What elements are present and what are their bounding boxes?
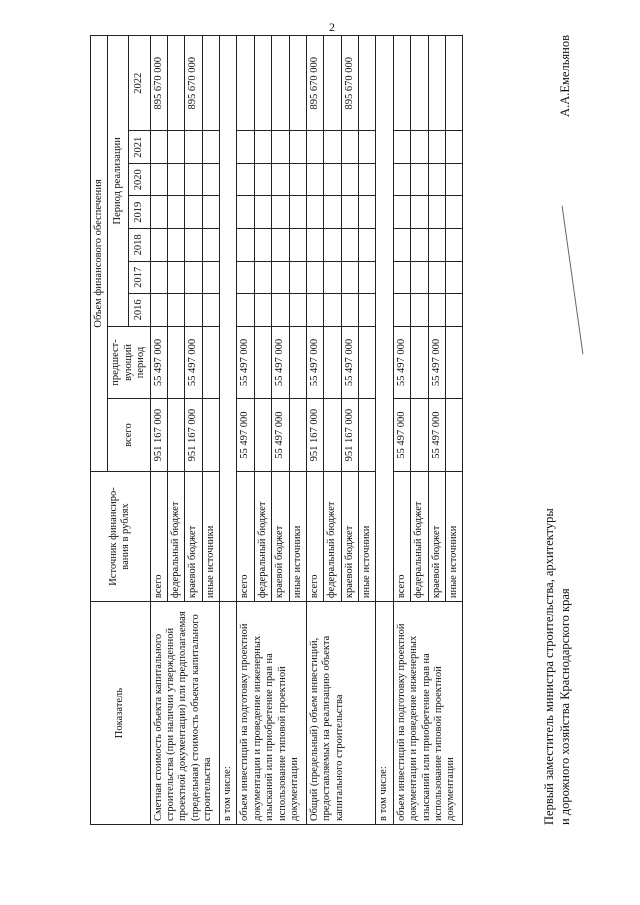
year-cell (359, 163, 376, 196)
subheading-cell: в том числе: (376, 602, 393, 825)
year-cell (411, 196, 428, 229)
year-cell (411, 261, 428, 294)
source-cell: всего (237, 471, 254, 601)
year-cell (202, 229, 219, 262)
year-cell (341, 229, 358, 262)
year-cell (428, 131, 445, 164)
source-cell: краевой бюджет (272, 471, 289, 601)
year-cell (237, 163, 254, 196)
previous-period-cell (445, 326, 462, 399)
year-cell (428, 229, 445, 262)
year-cell (324, 131, 341, 164)
year-cell (428, 294, 445, 327)
total-cell (411, 399, 428, 472)
table-row (306, 36, 323, 825)
year-cell (341, 261, 358, 294)
previous-period-cell (254, 326, 271, 399)
indicator-cell: объем инвестиций на подготовку проектной документации и проведение инженерных изысканий или приобретение прав на использование типовой проектной документации (237, 602, 307, 825)
header-year: 2022 (129, 36, 150, 131)
previous-period-cell: 55 497 000 (428, 326, 445, 399)
table-row (393, 36, 410, 825)
year-cell (359, 131, 376, 164)
subheading-cell: в том числе: (220, 602, 237, 825)
source-cell: краевой бюджет (185, 471, 202, 601)
year-cell (167, 131, 184, 164)
year-2022-cell (167, 36, 184, 131)
year-cell (306, 131, 323, 164)
total-cell: 951 167 000 (150, 399, 167, 472)
year-cell (411, 131, 428, 164)
source-cell: иные источники (359, 471, 376, 601)
year-cell (341, 196, 358, 229)
year-cell (272, 131, 289, 164)
previous-period-cell: 55 497 000 (393, 326, 410, 399)
total-cell: 951 167 000 (306, 399, 323, 472)
header-year: 2021 (129, 131, 150, 164)
table-row (220, 36, 237, 825)
year-cell (289, 196, 306, 229)
previous-period-cell (359, 326, 376, 399)
previous-period-cell: 55 497 000 (306, 326, 323, 399)
year-2022-cell: 895 670 000 (341, 36, 358, 131)
year-cell (289, 261, 306, 294)
year-cell (254, 131, 271, 164)
year-2022-cell (428, 36, 445, 131)
year-cell (254, 229, 271, 262)
source-cell: всего (150, 471, 167, 601)
year-2022-cell (359, 36, 376, 131)
year-cell (272, 294, 289, 327)
header-previous: предшест-вующий период (108, 326, 150, 399)
year-cell (185, 294, 202, 327)
year-cell (185, 163, 202, 196)
source-cell: всего (393, 471, 410, 601)
year-cell (237, 131, 254, 164)
year-cell (324, 229, 341, 262)
year-cell (202, 196, 219, 229)
previous-period-cell: 55 497 000 (341, 326, 358, 399)
previous-period-cell (289, 326, 306, 399)
year-cell (341, 294, 358, 327)
year-cell (445, 196, 462, 229)
year-cell (202, 163, 219, 196)
year-cell (428, 196, 445, 229)
header-year: 2016 (129, 294, 150, 327)
year-cell (306, 163, 323, 196)
year-cell (289, 131, 306, 164)
year-cell (445, 131, 462, 164)
year-2022-cell (324, 36, 341, 131)
signer-title-line: и дорожного хозяйства Краснодарского края (557, 588, 572, 825)
total-cell: 951 167 000 (341, 399, 358, 472)
year-2022-cell (411, 36, 428, 131)
table-row (376, 36, 393, 825)
year-cell (324, 294, 341, 327)
total-cell (254, 399, 271, 472)
year-cell (167, 261, 184, 294)
year-2022-cell (254, 36, 271, 131)
year-cell (272, 196, 289, 229)
year-cell (359, 261, 376, 294)
previous-period-cell (411, 326, 428, 399)
year-2022-cell (289, 36, 306, 131)
year-cell (359, 196, 376, 229)
source-cell: всего (306, 471, 323, 601)
header-period: Период реализации (108, 36, 129, 327)
year-cell (341, 131, 358, 164)
year-cell (254, 163, 271, 196)
year-cell (237, 294, 254, 327)
year-cell (393, 196, 410, 229)
year-cell (167, 163, 184, 196)
year-cell (393, 261, 410, 294)
financing-table (90, 35, 463, 825)
year-cell (393, 229, 410, 262)
year-cell (411, 163, 428, 196)
source-cell: краевой бюджет (428, 471, 445, 601)
year-cell (150, 131, 167, 164)
year-cell (324, 163, 341, 196)
empty-cell (220, 36, 237, 602)
source-cell: краевой бюджет (341, 471, 358, 601)
year-2022-cell (445, 36, 462, 131)
previous-period-cell: 55 497 000 (237, 326, 254, 399)
year-cell (306, 294, 323, 327)
year-cell (150, 294, 167, 327)
year-2022-cell (237, 36, 254, 131)
source-cell: федеральный бюджет (254, 471, 271, 601)
page-number: 2 (329, 20, 335, 34)
year-cell (254, 294, 271, 327)
header-indicator: Показатель (91, 602, 151, 825)
year-cell (237, 196, 254, 229)
indicator-cell: Общий (предельный) объем инвестиций, предоставляемых на реализацию объекта капитального строительства (306, 602, 376, 825)
signer-title (542, 508, 573, 825)
year-cell (324, 261, 341, 294)
year-cell (393, 163, 410, 196)
year-cell (202, 261, 219, 294)
year-cell (445, 294, 462, 327)
year-cell (445, 229, 462, 262)
year-cell (185, 229, 202, 262)
year-cell (289, 163, 306, 196)
header-year: 2019 (129, 196, 150, 229)
year-cell (411, 294, 428, 327)
year-cell (272, 229, 289, 262)
year-2022-cell: 895 670 000 (150, 36, 167, 131)
year-cell (428, 163, 445, 196)
year-2022-cell (202, 36, 219, 131)
previous-period-cell: 55 497 000 (185, 326, 202, 399)
header-year: 2017 (129, 261, 150, 294)
total-cell (324, 399, 341, 472)
table-row (150, 36, 167, 825)
year-cell (324, 196, 341, 229)
year-cell (272, 261, 289, 294)
total-cell: 55 497 000 (237, 399, 254, 472)
year-cell (289, 229, 306, 262)
year-cell (306, 261, 323, 294)
year-cell (254, 196, 271, 229)
source-cell: федеральный бюджет (167, 471, 184, 601)
total-cell: 951 167 000 (185, 399, 202, 472)
year-cell (272, 163, 289, 196)
year-cell (185, 131, 202, 164)
year-cell (150, 196, 167, 229)
year-cell (428, 261, 445, 294)
signer-title-line: Первый заместитель министра строительства, архитектуры (542, 508, 556, 825)
previous-period-cell: 55 497 000 (150, 326, 167, 399)
year-cell (237, 261, 254, 294)
table-row (237, 36, 254, 825)
empty-cell (376, 36, 393, 602)
signature-block (542, 35, 582, 825)
header-total: всего (108, 399, 150, 472)
source-cell: иные источники (289, 471, 306, 601)
previous-period-cell (167, 326, 184, 399)
handwritten-signature (562, 206, 584, 355)
year-cell (150, 163, 167, 196)
year-cell (167, 294, 184, 327)
header-year: 2018 (129, 229, 150, 262)
source-cell: федеральный бюджет (411, 471, 428, 601)
total-cell (445, 399, 462, 472)
signer-name: А.А.Емельянов (558, 35, 572, 117)
year-2022-cell: 895 670 000 (306, 36, 323, 131)
total-cell (167, 399, 184, 472)
year-2022-cell: 895 670 000 (185, 36, 202, 131)
year-cell (359, 229, 376, 262)
total-cell: 55 497 000 (428, 399, 445, 472)
indicator-cell: Сметная стоимость объекта капитального строительства (при наличии утвержденной проектной документации) или предполагаемая (предельная) стоимость объекта капитального строительства (150, 602, 220, 825)
year-cell (393, 131, 410, 164)
total-cell (202, 399, 219, 472)
total-cell: 55 497 000 (272, 399, 289, 472)
year-2022-cell (272, 36, 289, 131)
source-cell: иные источники (445, 471, 462, 601)
indicator-cell: объем инвестиций на подготовку проектной документации и проведение инженерных изысканий или приобретение прав на использование типовой проектной документации (393, 602, 463, 825)
year-cell (411, 229, 428, 262)
year-cell (306, 196, 323, 229)
year-cell (445, 163, 462, 196)
header-volume: Объем финансового обеспечения (91, 36, 108, 472)
total-cell: 55 497 000 (393, 399, 410, 472)
total-cell (289, 399, 306, 472)
rotated-page-content (90, 35, 572, 825)
year-cell (150, 261, 167, 294)
year-2022-cell (393, 36, 410, 131)
year-cell (202, 294, 219, 327)
total-cell (359, 399, 376, 472)
year-cell (150, 229, 167, 262)
source-cell: федеральный бюджет (324, 471, 341, 601)
year-cell (359, 294, 376, 327)
previous-period-cell: 55 497 000 (272, 326, 289, 399)
year-cell (254, 261, 271, 294)
year-cell (237, 229, 254, 262)
year-cell (341, 163, 358, 196)
year-cell (167, 196, 184, 229)
year-cell (185, 196, 202, 229)
previous-period-cell (324, 326, 341, 399)
source-cell: иные источники (202, 471, 219, 601)
year-cell (289, 294, 306, 327)
year-cell (202, 131, 219, 164)
year-cell (306, 229, 323, 262)
header-sources: Источник финансиро-вания в рублях (91, 471, 151, 601)
year-cell (393, 294, 410, 327)
header-year: 2020 (129, 163, 150, 196)
year-cell (185, 261, 202, 294)
year-cell (167, 229, 184, 262)
year-cell (445, 261, 462, 294)
previous-period-cell (202, 326, 219, 399)
